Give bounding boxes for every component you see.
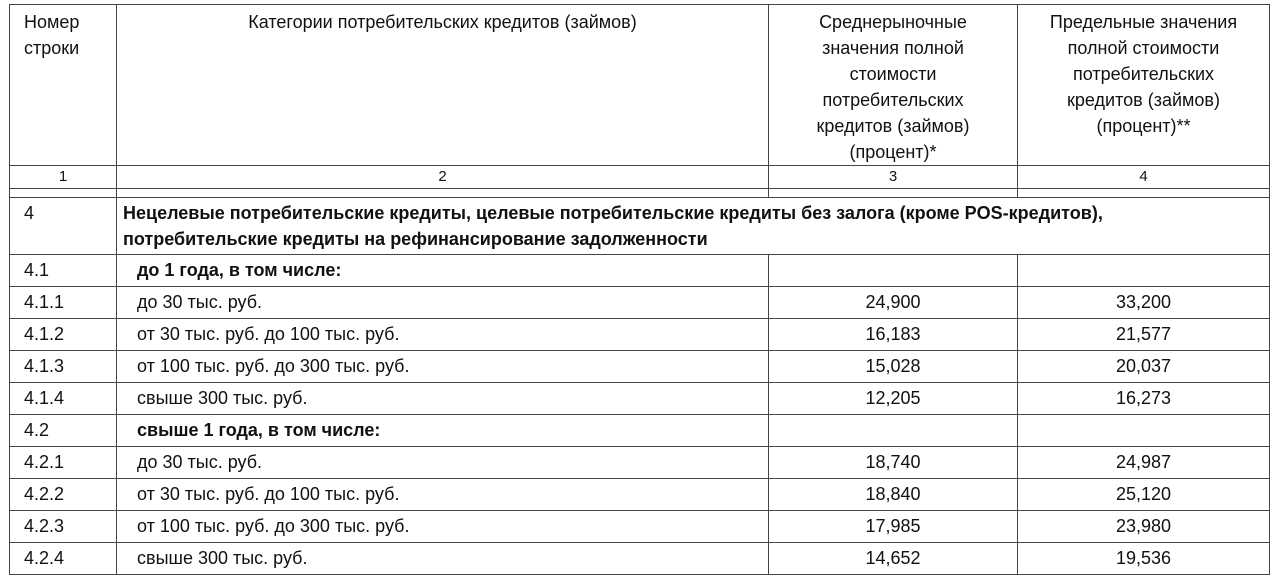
header-row-number-line1: Номер xyxy=(24,12,80,32)
row-limit-value: 16,273 xyxy=(1018,383,1270,415)
row-category: от 100 тыс. руб. до 300 тыс. руб. xyxy=(117,351,769,383)
table-row xyxy=(10,351,1270,383)
row-average-value xyxy=(769,255,1018,287)
row-average-value: 14,652 xyxy=(769,543,1018,575)
row-average-value: 12,205 xyxy=(769,383,1018,415)
row-number: 4.1.3 xyxy=(10,351,117,383)
row-average-value xyxy=(769,415,1018,447)
row-limit-value xyxy=(1018,415,1270,447)
row-limit-value: 20,037 xyxy=(1018,351,1270,383)
header-limit-line: кредитов (займов) xyxy=(1067,90,1220,110)
section-row xyxy=(10,198,1270,255)
spacer-cell xyxy=(10,189,117,198)
spacer-cell xyxy=(117,189,769,198)
row-limit-value xyxy=(1018,255,1270,287)
column-number: 3 xyxy=(769,166,1018,189)
table-row xyxy=(10,447,1270,479)
row-number: 4.1 xyxy=(10,255,117,287)
row-average-value: 16,183 xyxy=(769,319,1018,351)
column-number-row xyxy=(10,166,1270,189)
section-title-line2: потребительские кредиты на рефинансирование задолженности xyxy=(123,229,708,249)
credit-rates-table xyxy=(9,4,1270,575)
row-limit-value: 19,536 xyxy=(1018,543,1270,575)
row-number: 4.2.2 xyxy=(10,479,117,511)
row-limit-value: 24,987 xyxy=(1018,447,1270,479)
row-category: до 1 года, в том числе: xyxy=(117,255,769,287)
table-row xyxy=(10,383,1270,415)
table-row xyxy=(10,511,1270,543)
row-average-value: 17,985 xyxy=(769,511,1018,543)
table-row xyxy=(10,479,1270,511)
section-number: 4 xyxy=(10,198,117,255)
row-number: 4.1.2 xyxy=(10,319,117,351)
row-category: от 100 тыс. руб. до 300 тыс. руб. xyxy=(117,511,769,543)
row-category: свыше 300 тыс. руб. xyxy=(117,383,769,415)
section-title-line1: Нецелевые потребительские кредиты, целевые потребительские кредиты без залога (кроме POS-кредитов), xyxy=(123,203,1103,223)
header-limit-line: Предельные значения xyxy=(1049,12,1238,32)
row-average-value: 18,740 xyxy=(769,447,1018,479)
table-row xyxy=(10,287,1270,319)
header-average-line: Среднерыночные xyxy=(819,12,967,32)
table-row xyxy=(10,319,1270,351)
header-limit-line: потребительских xyxy=(1072,64,1215,84)
header-average-line: стоимости xyxy=(849,64,937,84)
section-title xyxy=(117,198,1270,255)
row-number: 4.2.4 xyxy=(10,543,117,575)
header-average-line: кредитов (займов) xyxy=(816,116,970,136)
column-number: 2 xyxy=(117,166,769,189)
row-number: 4.1.4 xyxy=(10,383,117,415)
table-body xyxy=(10,255,1270,575)
row-number: 4.2.1 xyxy=(10,447,117,479)
row-number: 4.1.1 xyxy=(10,287,117,319)
header-limit-line: (процент)** xyxy=(1096,116,1191,136)
header-row-number-line2: строки xyxy=(24,38,80,58)
header-average-line: значения полной xyxy=(822,38,964,58)
column-number: 4 xyxy=(1018,166,1270,189)
table-row xyxy=(10,415,1270,447)
row-category: от 30 тыс. руб. до 100 тыс. руб. xyxy=(117,479,769,511)
table-row xyxy=(10,543,1270,575)
row-category: от 30 тыс. руб. до 100 тыс. руб. xyxy=(117,319,769,351)
row-limit-value: 33,200 xyxy=(1018,287,1270,319)
row-limit-value: 25,120 xyxy=(1018,479,1270,511)
header-limit-line: полной стоимости xyxy=(1067,38,1220,58)
spacer-row xyxy=(10,189,1270,198)
header-category-label: Категории потребительских кредитов (займов) xyxy=(248,12,637,32)
row-average-value: 15,028 xyxy=(769,351,1018,383)
row-category: до 30 тыс. руб. xyxy=(117,287,769,319)
row-limit-value: 23,980 xyxy=(1018,511,1270,543)
row-category: до 30 тыс. руб. xyxy=(117,447,769,479)
header-average-line: (процент)* xyxy=(849,142,937,162)
row-average-value: 18,840 xyxy=(769,479,1018,511)
header-limit-value xyxy=(1018,5,1270,166)
header-row-number xyxy=(10,5,117,166)
row-category: свыше 300 тыс. руб. xyxy=(117,543,769,575)
spacer-cell xyxy=(1018,189,1270,198)
header-average-line: потребительских xyxy=(822,90,964,110)
header-category xyxy=(117,5,769,166)
column-number: 1 xyxy=(10,166,117,189)
row-limit-value: 21,577 xyxy=(1018,319,1270,351)
row-number: 4.2 xyxy=(10,415,117,447)
row-average-value: 24,900 xyxy=(769,287,1018,319)
table-row xyxy=(10,255,1270,287)
spacer-cell xyxy=(769,189,1018,198)
header-average-value xyxy=(769,5,1018,166)
row-category: свыше 1 года, в том числе: xyxy=(117,415,769,447)
row-number: 4.2.3 xyxy=(10,511,117,543)
table-header-row xyxy=(10,5,1270,166)
